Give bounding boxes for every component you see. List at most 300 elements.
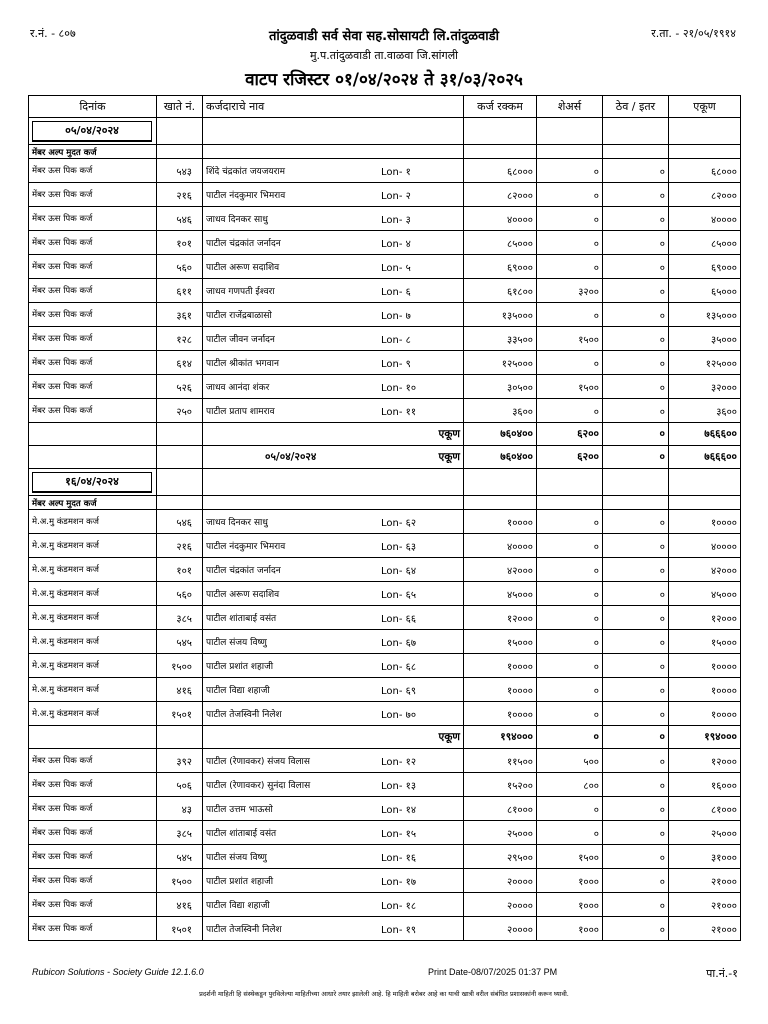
borrower-name: पाटील संजय विष्णु [206,638,267,648]
shares-amount: ० [537,678,603,702]
shares-amount: १००० [537,917,603,941]
register-title: वाटप रजिस्टर ०१/०४/२०२४ ते ३१/०३/२०२५ [245,70,523,90]
row-total: ८५००० [669,231,741,255]
shares-amount: ० [537,582,603,606]
account-number: ३८५ [157,606,203,630]
loan-type: मे.अ.मु कंडमशन कर्ज [29,606,157,630]
deposit-amount: ० [603,399,669,423]
borrower-cell [203,534,464,558]
table-row [29,606,741,630]
loan-number: Lon- ५ [381,262,411,274]
column-header-account: खाते नं. [157,96,203,118]
deposit-amount: ० [603,510,669,534]
table-row [29,255,741,279]
account-number: ५४५ [157,845,203,869]
shares-amount: १००० [537,893,603,917]
loan-amount: १०००० [464,702,537,726]
column-header-borrower-name: कर्जदाराचे नाव [203,96,464,118]
loan-type: मेंबर ऊस पिक कर्ज [29,183,157,207]
loan-number: Lon- १६ [381,852,417,864]
loan-amount: ४२००० [464,558,537,582]
shares-amount: १५०० [537,845,603,869]
borrower-name: पाटील प्रशांत शहाजी [206,662,274,672]
loan-amount: ८५००० [464,231,537,255]
loan-type: मेंबर ऊस पिक कर्ज [29,231,157,255]
footer-page-number: पा.नं.-१ [706,967,738,980]
borrower-name: पाटील (रेणावकर) संजय विलास [206,757,310,767]
row-total: १६००० [669,773,741,797]
account-number: १५०१ [157,702,203,726]
category-label: मेंबर अल्प मुदत कर्ज [29,145,157,159]
borrower-cell [203,558,464,582]
deposit-amount: ० [603,917,669,941]
borrower-cell [203,399,464,423]
table-row [29,351,741,375]
table-row [29,207,741,231]
loan-number: Lon- १३ [381,780,417,792]
group-date-cell [29,469,157,496]
total-deposit: ० [603,446,669,469]
loan-amount: ८२००० [464,183,537,207]
row-total: १०००० [669,510,741,534]
row-total: २५००० [669,821,741,845]
deposit-amount: ० [603,654,669,678]
account-number: ५६० [157,255,203,279]
deposit-amount: ० [603,207,669,231]
borrower-name: पाटील चंद्रकांत जर्नादन [206,239,281,249]
loan-amount: २०००० [464,869,537,893]
borrower-name: पाटील शांताबाई वसंत [206,829,277,839]
loan-type: मेंबर ऊस पिक कर्ज [29,279,157,303]
loan-number: Lon- ६६ [381,613,417,625]
account-number: २५० [157,399,203,423]
shares-amount: ० [537,183,603,207]
borrower-cell [203,183,464,207]
row-total: १३५००० [669,303,741,327]
table-row [29,821,741,845]
loan-type: मे.अ.मु कंडमशन कर्ज [29,702,157,726]
borrower-name: पाटील प्रशांत शहाजी [206,877,274,887]
loan-amount: ६१८०० [464,279,537,303]
deposit-amount: ० [603,159,669,183]
row-total: ३२००० [669,375,741,399]
row-total: ८२००० [669,183,741,207]
borrower-cell [203,207,464,231]
table-row [29,399,741,423]
total-label-cell [203,423,464,446]
deposit-amount: ० [603,821,669,845]
borrower-cell [203,654,464,678]
loan-type: मेंबर ऊस पिक कर्ज [29,821,157,845]
borrower-name: पाटील (रेणावकर) सुनंदा विलास [206,781,311,791]
total-deposit: ० [603,423,669,446]
loan-amount: १२५००० [464,351,537,375]
loan-type: मे.अ.मु कंडमशन कर्ज [29,510,157,534]
account-number: १०१ [157,231,203,255]
account-number: ५४५ [157,630,203,654]
table-row [29,534,741,558]
borrower-cell [203,582,464,606]
borrower-name: पाटील नंदकुमार भिमराव [206,542,286,552]
deposit-amount: ० [603,279,669,303]
total-label-cell [203,446,464,469]
borrower-cell [203,845,464,869]
account-number: ६११ [157,279,203,303]
total-date: ०५/०४/२०२४ [265,451,317,463]
loan-type: मे.अ.मु कंडमशन कर्ज [29,582,157,606]
row-total: २१००० [669,893,741,917]
loan-type: मे.अ.मु कंडमशन कर्ज [29,558,157,582]
loan-amount: २०००० [464,917,537,941]
loan-type: मेंबर ऊस पिक कर्ज [29,869,157,893]
row-total: २१००० [669,869,741,893]
row-total: ४२००० [669,558,741,582]
borrower-cell [203,255,464,279]
date-total-row [29,446,741,469]
table-row [29,702,741,726]
shares-amount: ० [537,159,603,183]
group-date: १६/०४/२०२४ [32,472,152,493]
empty-cell [464,496,537,510]
deposit-amount: ० [603,702,669,726]
loan-number: Lon- ११ [381,406,417,418]
loan-amount: ६९००० [464,255,537,279]
shares-amount: ० [537,702,603,726]
loan-type: मेंबर ऊस पिक कर्ज [29,375,157,399]
subtotal-row [29,726,741,749]
group-date: ०५/०४/२०२४ [32,121,152,142]
shares-amount: ० [537,558,603,582]
deposit-amount: ० [603,606,669,630]
empty-cell [537,469,603,496]
borrower-cell [203,279,464,303]
table-row [29,630,741,654]
loan-number: Lon- १५ [381,828,417,840]
empty-cell [464,469,537,496]
loan-amount: २९५०० [464,845,537,869]
row-total: ६९००० [669,255,741,279]
borrower-name: पाटील चंद्रकांत जर्नादन [206,566,281,576]
account-number: ५४३ [157,159,203,183]
empty-cell [157,446,203,469]
total-shares: ० [537,726,603,749]
loan-amount: १०००० [464,654,537,678]
loan-amount: ८१००० [464,797,537,821]
loan-type: मेंबर ऊस पिक कर्ज [29,917,157,941]
shares-amount: ० [537,351,603,375]
loan-number: Lon- १ [381,166,411,178]
footer-disclaimer: प्रदर्शनी माहिती हि संस्थेकडून पुरविलेल्या माहितीच्या आधारे तयार झालेली आहे. हि माहिती बरोबर आहे का याची खात्री वरील संबंधित प्रशासकांनी करून घ्यावी. [199,990,569,998]
deposit-amount: ० [603,558,669,582]
empty-cell [29,726,157,749]
empty-cell [29,423,157,446]
row-total: ६८००० [669,159,741,183]
account-number: १५०१ [157,917,203,941]
loan-amount: १०००० [464,678,537,702]
empty-cell [157,496,203,510]
loan-amount: ४०००० [464,534,537,558]
deposit-amount: ० [603,231,669,255]
total-label: एकूण [438,428,460,440]
shares-amount: १५०० [537,327,603,351]
table-row [29,183,741,207]
row-total: ४०००० [669,534,741,558]
deposit-amount: ० [603,303,669,327]
loan-type: मे.अ.मु कंडमशन कर्ज [29,534,157,558]
shares-amount: ० [537,510,603,534]
deposit-amount: ० [603,630,669,654]
loan-number: Lon- ६७ [381,637,417,649]
loan-type: मे.अ.मु कंडमशन कर्ज [29,654,157,678]
loan-type: मेंबर ऊस पिक कर्ज [29,351,157,375]
total-deposit: ० [603,726,669,749]
subtotal-row [29,423,741,446]
deposit-amount: ० [603,255,669,279]
borrower-cell [203,702,464,726]
borrower-name: पाटील शांताबाई वसंत [206,614,277,624]
borrower-cell [203,375,464,399]
grand-total: ७६६६०० [669,423,741,446]
account-number: २१६ [157,183,203,207]
loan-amount: ३०५०० [464,375,537,399]
loan-amount: ३६०० [464,399,537,423]
shares-amount: ० [537,255,603,279]
loan-amount: २५००० [464,821,537,845]
loan-number: Lon- ८ [381,334,411,346]
borrower-name: जाधव गणपती ईश्वरा [206,287,275,297]
row-total: ३६०० [669,399,741,423]
loan-number: Lon- ६९ [381,685,417,697]
loan-type: मे.अ.मु कंडमशन कर्ज [29,630,157,654]
deposit-amount: ० [603,749,669,773]
row-total: २१००० [669,917,741,941]
column-header-date: दिनांक [29,96,157,118]
column-header-deposit-other: ठेव / इतर [603,96,669,118]
borrower-cell [203,606,464,630]
total-loan-amount: १९४००० [464,726,537,749]
empty-cell [203,496,464,510]
borrower-name: पाटील राजेंद्रबाळासो [206,311,272,321]
shares-amount: ० [537,654,603,678]
borrower-cell [203,231,464,255]
total-label: एकूण [438,731,460,743]
loan-type: मेंबर ऊस पिक कर्ज [29,159,157,183]
loan-amount: १५००० [464,630,537,654]
table-row [29,558,741,582]
loan-number: Lon- ९ [381,358,411,370]
borrower-cell [203,351,464,375]
borrower-cell [203,327,464,351]
shares-amount: १००० [537,869,603,893]
loan-amount: २०००० [464,893,537,917]
loan-type: मेंबर ऊस पिक कर्ज [29,773,157,797]
account-number: १५०० [157,654,203,678]
loan-amount: ११५०० [464,749,537,773]
loan-number: Lon- ७ [381,310,411,322]
deposit-amount: ० [603,845,669,869]
table-row [29,510,741,534]
loan-amount: १२००० [464,606,537,630]
borrower-name: पाटील उत्तम भाऊसो [206,805,273,815]
loan-number: Lon- ६२ [381,517,417,529]
shares-amount: ० [537,231,603,255]
loan-type: मेंबर ऊस पिक कर्ज [29,893,157,917]
row-total: १२५००० [669,351,741,375]
deposit-amount: ० [603,678,669,702]
empty-cell [537,496,603,510]
empty-cell [603,469,669,496]
deposit-amount: ० [603,869,669,893]
loan-number: Lon- १८ [381,900,417,912]
table-row [29,773,741,797]
shares-amount: ० [537,534,603,558]
table-row [29,678,741,702]
table-row [29,749,741,773]
deposit-amount: ० [603,534,669,558]
total-label: एकूण [438,451,460,463]
borrower-cell [203,678,464,702]
category-row [29,145,741,159]
borrower-name: जाधव आनंदा शंकर [206,383,270,393]
account-number: २१६ [157,534,203,558]
empty-cell [603,496,669,510]
table-row [29,279,741,303]
empty-cell [669,496,741,510]
shares-amount: ३२०० [537,279,603,303]
column-header-shares: शेअर्स [537,96,603,118]
borrower-name: पाटील प्रताप शामराव [206,407,275,417]
loan-type: मेंबर ऊस पिक कर्ज [29,303,157,327]
table-row [29,231,741,255]
borrower-name: पाटील अरूण सदाशिव [206,590,280,600]
category-row [29,496,741,510]
deposit-amount: ० [603,773,669,797]
borrower-name: पाटील संजय विष्णु [206,853,267,863]
borrower-name: पाटील अरूण सदाशिव [206,263,280,273]
loan-type: मेंबर ऊस पिक कर्ज [29,845,157,869]
total-shares: ६२०० [537,446,603,469]
borrower-cell [203,159,464,183]
deposit-amount: ० [603,582,669,606]
account-number: ३८५ [157,821,203,845]
total-shares: ६२०० [537,423,603,446]
empty-cell [157,726,203,749]
loan-amount: १०००० [464,510,537,534]
borrower-name: जाधव दिनकर साधु [206,215,268,225]
registration-date: र.ता. - २१/०५/१९१४ [651,27,736,40]
loan-number: Lon- ६ [381,286,411,298]
footer-software: Rubicon Solutions - Society Guide 12.1.6.0 [32,967,204,977]
account-number: ५६० [157,582,203,606]
loan-amount: ४५००० [464,582,537,606]
table-row [29,654,741,678]
account-number: ५२६ [157,375,203,399]
grand-total: १९४००० [669,726,741,749]
deposit-amount: ० [603,327,669,351]
borrower-cell [203,303,464,327]
borrower-name: शिंदे चंद्रकांत जयजयराम [206,167,286,177]
account-number: ६१४ [157,351,203,375]
row-total: ३५००० [669,327,741,351]
account-number: ४३ [157,797,203,821]
table-row [29,893,741,917]
society-address: मु.प.तांदुळवाडी ता.वाळवा जि.सांगली [309,49,459,62]
borrower-cell [203,869,464,893]
group-date-row [29,118,741,145]
row-total: ८१००० [669,797,741,821]
loan-amount: १३५००० [464,303,537,327]
loan-number: Lon- १२ [381,756,417,768]
account-number: १२८ [157,327,203,351]
table-header-row [29,96,741,118]
row-total: ३१००० [669,845,741,869]
table-row [29,375,741,399]
empty-cell [29,446,157,469]
borrower-name: पाटील श्रीकांत भगवान [206,359,279,369]
table-row [29,869,741,893]
deposit-amount: ० [603,375,669,399]
loan-number: Lon- ६५ [381,589,417,601]
loan-type: मेंबर ऊस पिक कर्ज [29,207,157,231]
account-number: ४१६ [157,678,203,702]
empty-cell [669,469,741,496]
table-row [29,159,741,183]
loan-number: Lon- १० [381,382,417,394]
category-label: मेंबर अल्प मुदत कर्ज [29,496,157,510]
borrower-cell [203,893,464,917]
table-row [29,917,741,941]
grand-total: ७६६६०० [669,446,741,469]
total-label-cell [203,726,464,749]
borrower-cell [203,797,464,821]
shares-amount: ० [537,399,603,423]
shares-amount: ० [537,630,603,654]
empty-cell [157,423,203,446]
group-date-cell [29,118,157,145]
loan-amount: ४०००० [464,207,537,231]
row-total: ४०००० [669,207,741,231]
shares-amount: ० [537,207,603,231]
borrower-cell [203,821,464,845]
disbursement-register-table [28,95,741,941]
group-date-row [29,469,741,496]
borrower-name: पाटील विद्या शहाजी [206,901,270,911]
loan-number: Lon- ६३ [381,541,417,553]
loan-type: मेंबर ऊस पिक कर्ज [29,255,157,279]
table-row [29,582,741,606]
borrower-name: पाटील तेजस्विनी निलेश [206,925,282,935]
registration-number: र.नं. - ८०७ [30,27,76,40]
account-number: ४१६ [157,893,203,917]
shares-amount: ० [537,797,603,821]
loan-number: Lon- २ [381,190,411,202]
loan-type: मे.अ.मु कंडमशन कर्ज [29,678,157,702]
empty-cell [157,469,203,496]
total-loan-amount: ७६०४०० [464,446,537,469]
borrower-name: पाटील विद्या शहाजी [206,686,270,696]
loan-number: Lon- ३ [381,214,411,226]
account-number: ५४६ [157,510,203,534]
shares-amount: ८०० [537,773,603,797]
loan-number: Lon- १४ [381,804,417,816]
total-loan-amount: ७६०४०० [464,423,537,446]
loan-amount: १५२०० [464,773,537,797]
loan-number: Lon- १७ [381,876,417,888]
society-name: तांदुळवाडी सर्व सेवा सह.सोसायटी लि.तांदुळवाडी [269,29,499,44]
deposit-amount: ० [603,351,669,375]
loan-number: Lon- ६८ [381,661,417,673]
borrower-name: पाटील नंदकुमार भिमराव [206,191,286,201]
